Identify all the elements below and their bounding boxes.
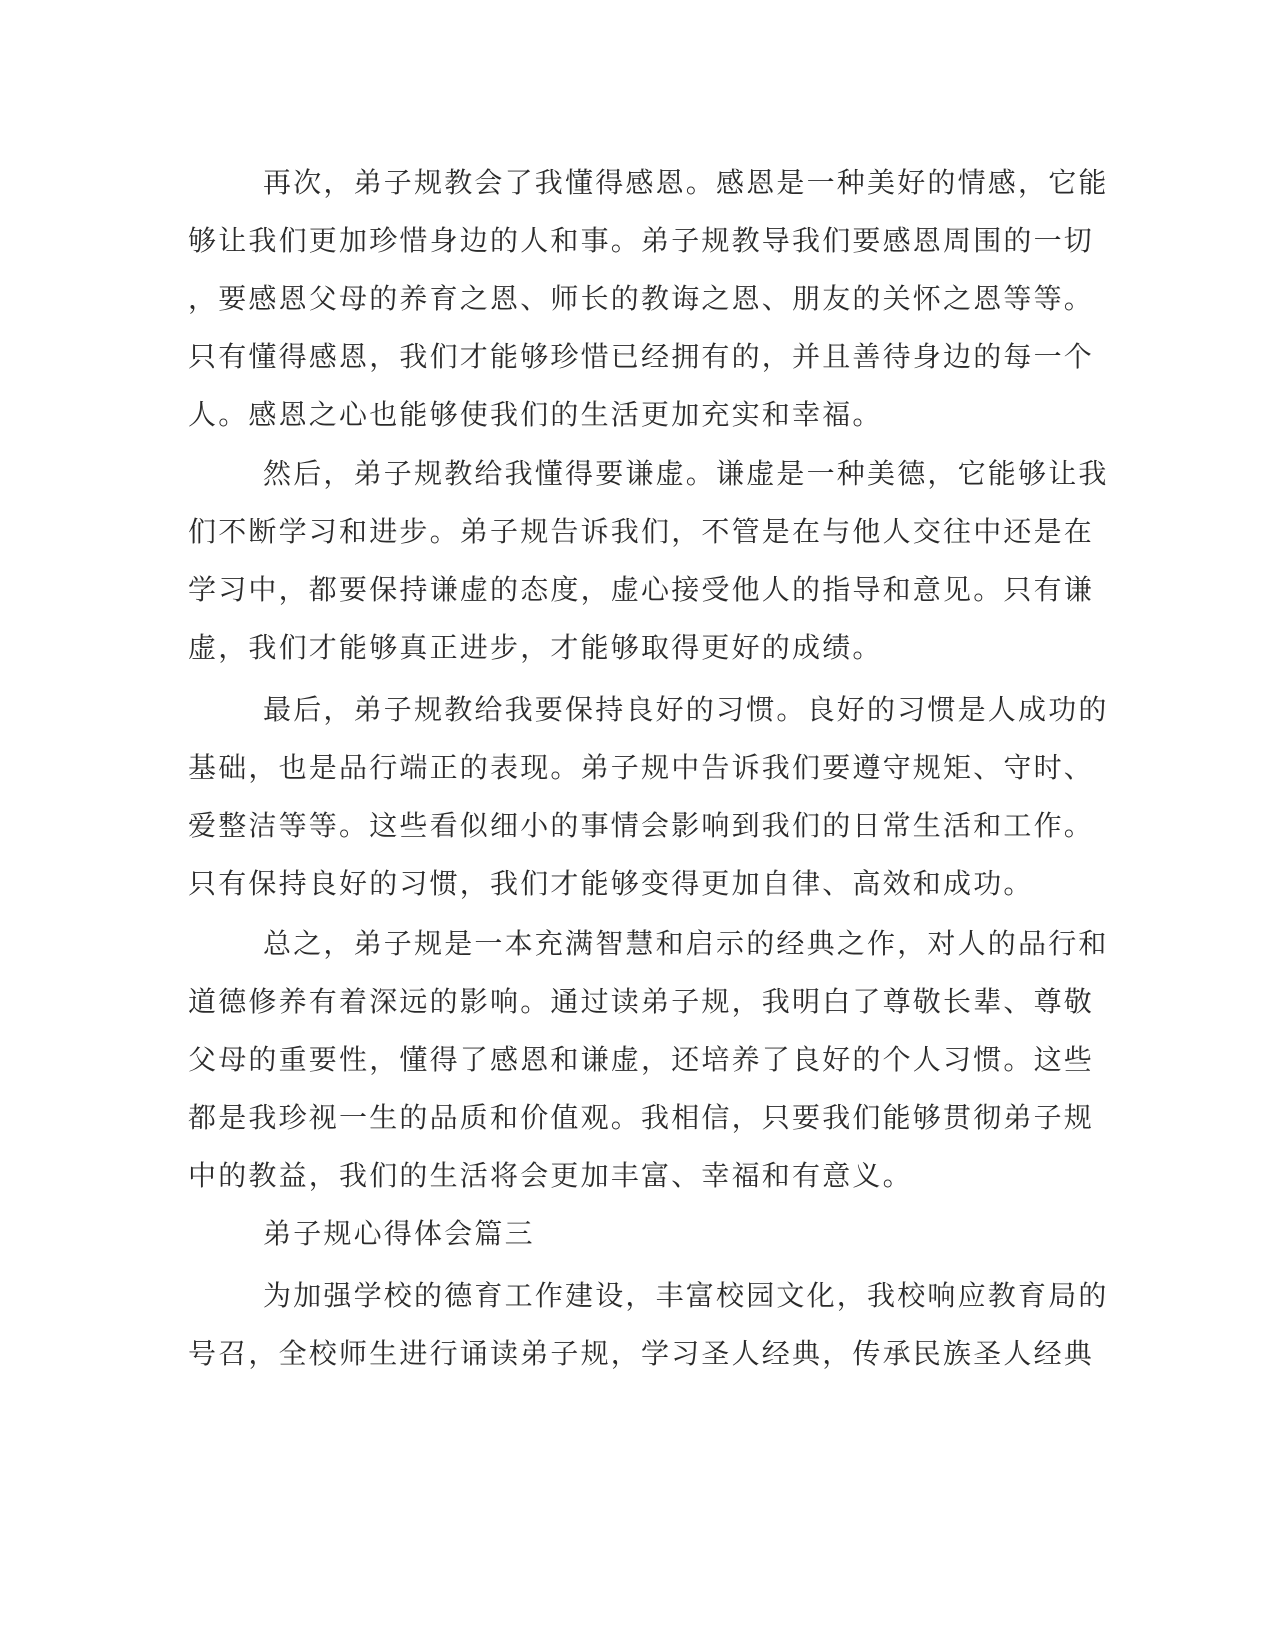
paragraph-school-line-1: 为加强学校的德育工作建设，丰富校园文化，我校响应教育局的 xyxy=(263,1279,1109,1312)
paragraph-humility-line-3: 学习中，都要保持谦虚的态度，虚心接受他人的指导和意见。只有谦 xyxy=(188,573,1095,606)
paragraph-gratitude-line-3: ，要感恩父母的养育之恩、师长的教诲之恩、朋友的关怀之恩等等。 xyxy=(188,282,1095,315)
section-heading: 弟子规心得体会篇三 xyxy=(263,1217,535,1250)
paragraph-humility-line-2: 们不断学习和进步。弟子规告诉我们，不管是在与他人交往中还是在 xyxy=(188,515,1095,548)
paragraph-summary-line-1: 总之，弟子规是一本充满智慧和启示的经典之作，对人的品行和 xyxy=(263,927,1109,960)
paragraph-school-line-2: 号召，全校师生进行诵读弟子规，学习圣人经典，传承民族圣人经典 xyxy=(188,1337,1095,1370)
paragraph-habits-line-4: 只有保持良好的习惯，我们才能够变得更加自律、高效和成功。 xyxy=(188,867,1034,900)
paragraph-gratitude-line-4: 只有懂得感恩，我们才能够珍惜已经拥有的，并且善待身边的每一个 xyxy=(188,340,1095,373)
paragraph-gratitude-line-5: 人。感恩之心也能够使我们的生活更加充实和幸福。 xyxy=(188,398,883,431)
paragraph-habits-line-3: 爱整洁等等。这些看似细小的事情会影响到我们的日常生活和工作。 xyxy=(188,809,1095,842)
paragraph-summary-line-2: 道德修养有着深远的影响。通过读弟子规，我明白了尊敬长辈、尊敬 xyxy=(188,985,1095,1018)
paragraph-humility-line-1: 然后，弟子规教给我懂得要谦虚。谦虚是一种美德，它能够让我 xyxy=(263,457,1109,490)
paragraph-summary-line-4: 都是我珍视一生的品质和价值观。我相信，只要我们能够贯彻弟子规 xyxy=(188,1101,1095,1134)
paragraph-gratitude-line-1: 再次，弟子规教会了我懂得感恩。感恩是一种美好的情感，它能 xyxy=(263,166,1109,199)
paragraph-gratitude-line-2: 够让我们更加珍惜身边的人和事。弟子规教导我们要感恩周围的一切 xyxy=(188,224,1095,257)
paragraph-habits-line-1: 最后，弟子规教给我要保持良好的习惯。良好的习惯是人成功的 xyxy=(263,693,1109,726)
paragraph-humility-line-4: 虚，我们才能够真正进步，才能够取得更好的成绩。 xyxy=(188,631,883,664)
paragraph-habits-line-2: 基础，也是品行端正的表现。弟子规中告诉我们要遵守规矩、守时、 xyxy=(188,751,1095,784)
paragraph-summary-line-5: 中的教益，我们的生活将会更加丰富、幸福和有意义。 xyxy=(188,1159,913,1192)
paragraph-summary-line-3: 父母的重要性，懂得了感恩和谦虚，还培养了良好的个人习惯。这些 xyxy=(188,1043,1095,1076)
